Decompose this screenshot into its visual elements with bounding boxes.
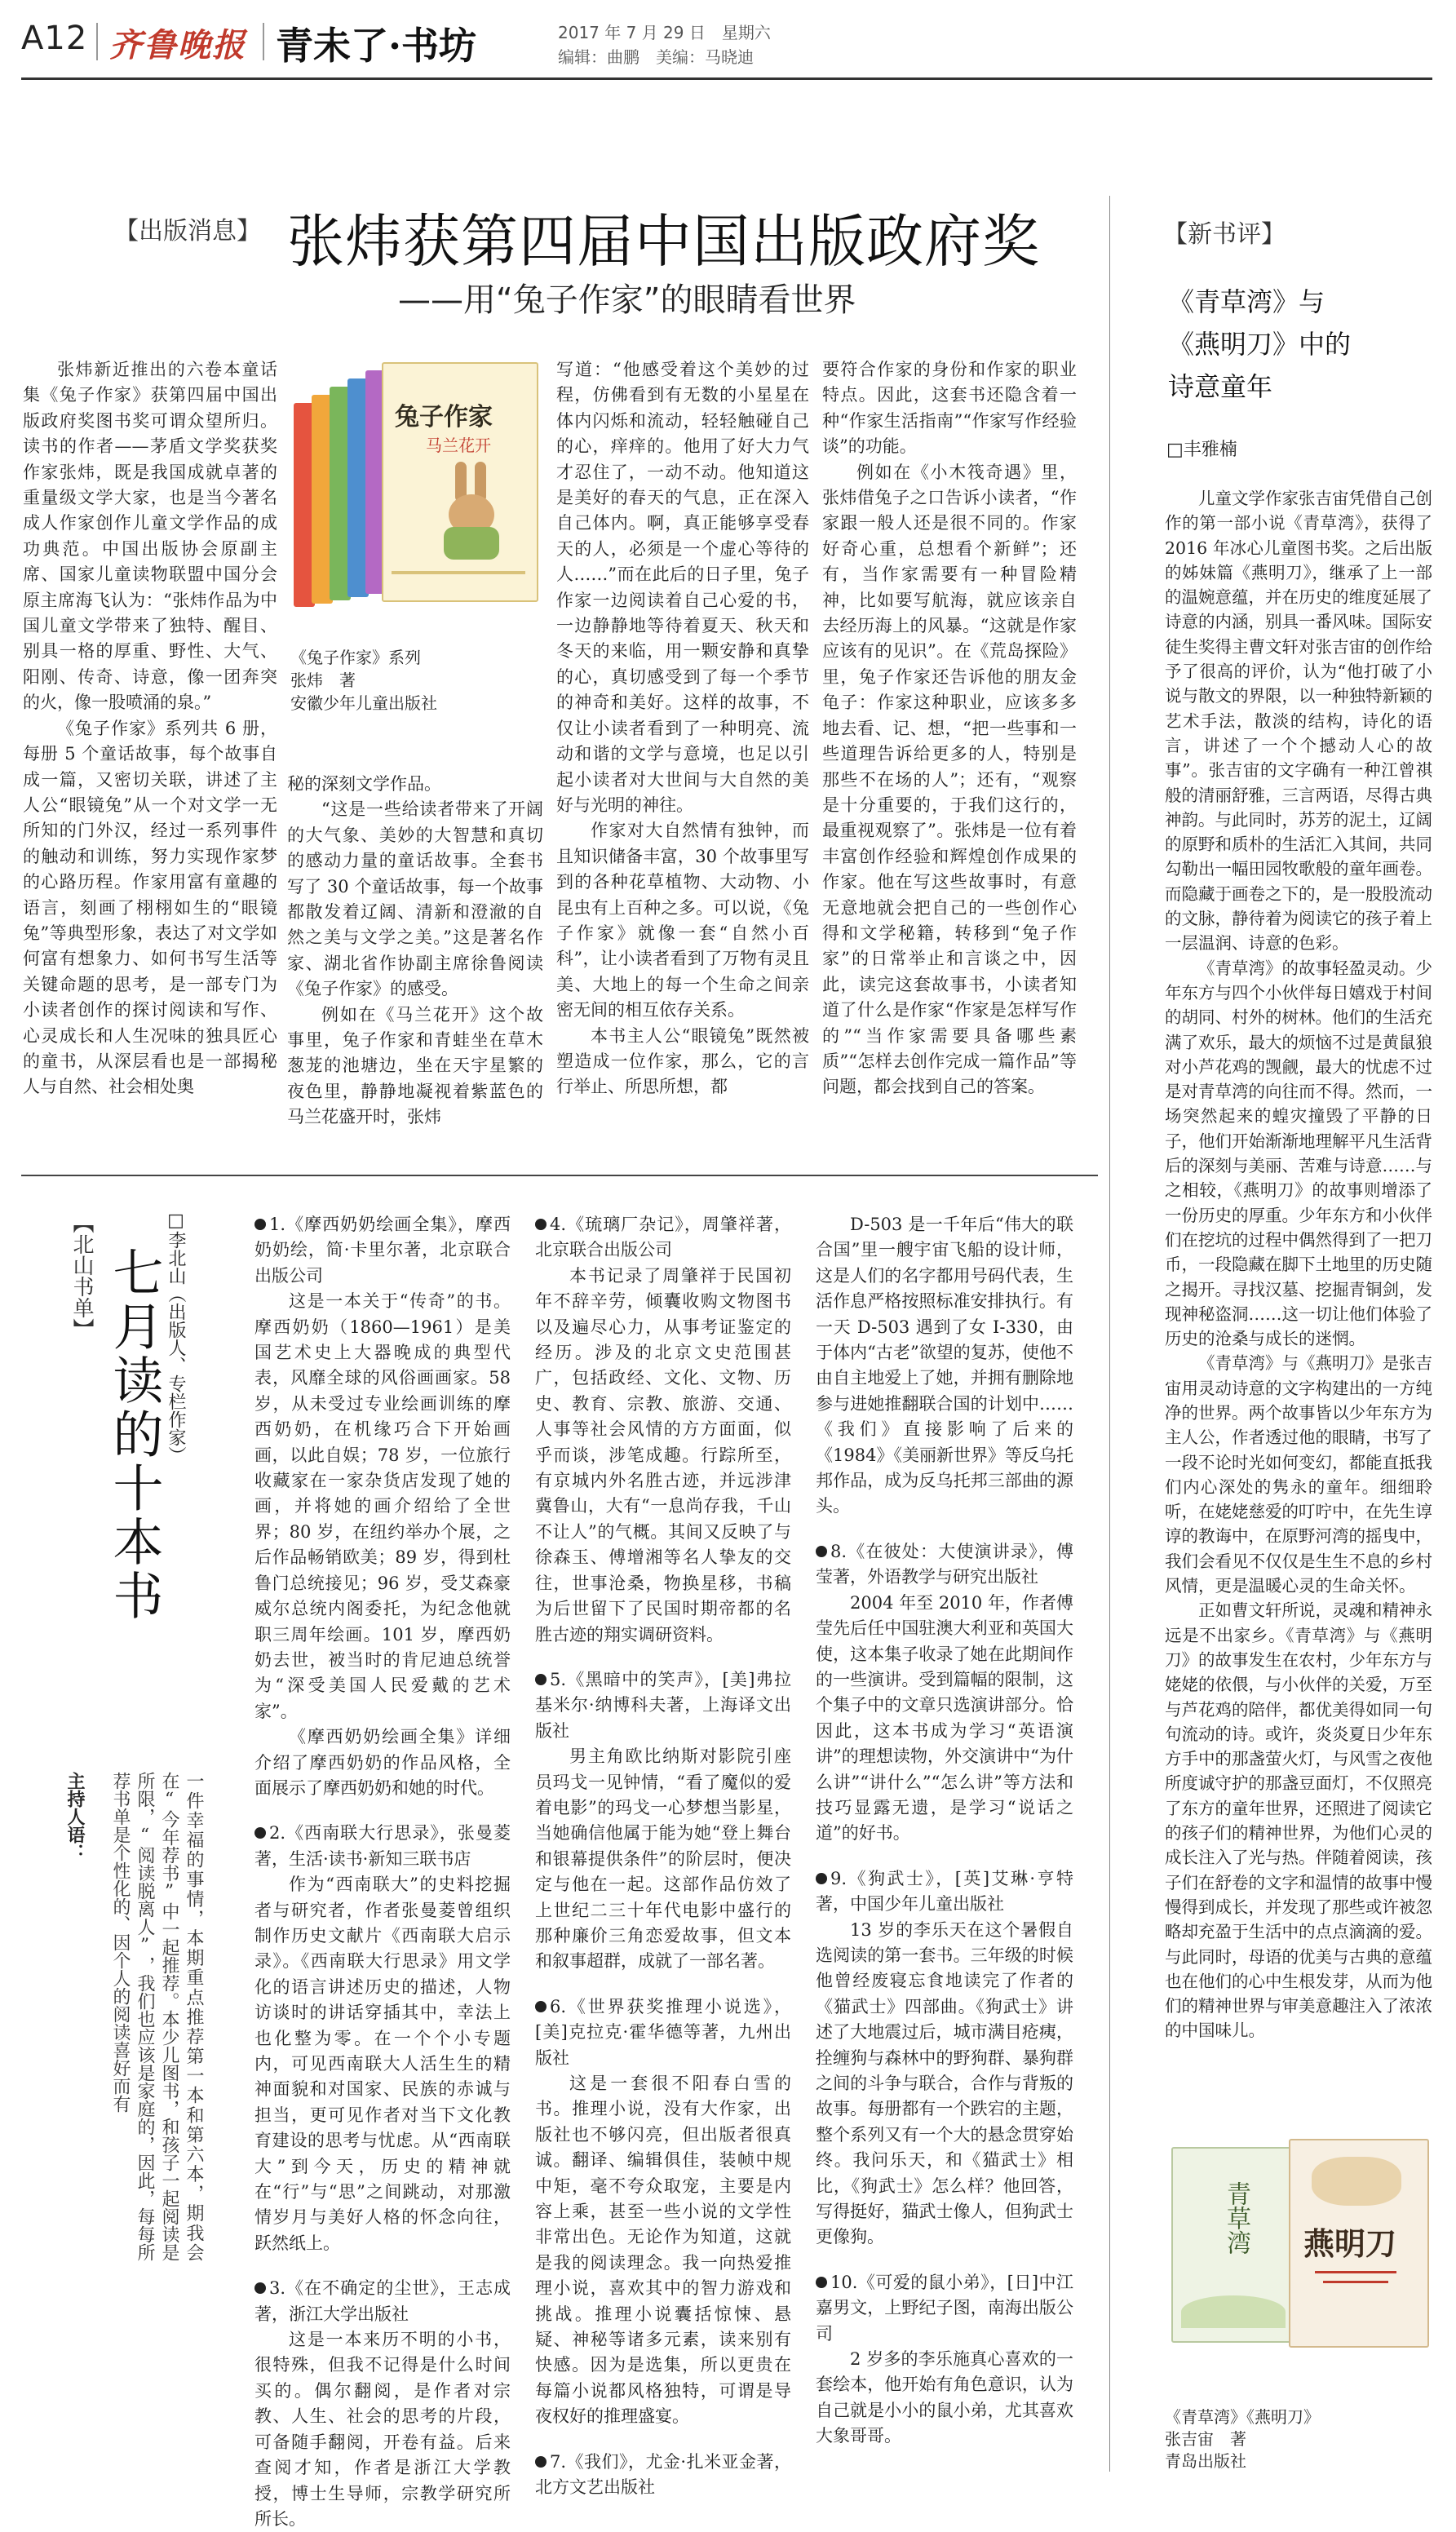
booklist-col-3: D-503 是一千年后“伟大的联合国”里一艘宇宙飞船的设计师，这是人们的名字都用号码代表，生活作息严格按照标准安排执行。有一天 D-503 遇到了女 I-330，由于体内“古老”欲望的复苏，使他不由自主地爱上了她，并拥有删除地参与进她推翻联合国的计划中……《我们》直接影响了后来的《1984》《美丽新世界》等反乌托邦作品，成为反乌托邦三部曲的源头。 8.《在彼处：大使演讲录》，傅莹著，外语教学与研究出版社 2004 年至 2010 年，作者傅莹先后任中国驻澳大利亚和英国大使，这本集子收录了她在此期间作的一些演讲。受到篇幅的限制，这个集子中的文章只选演讲部分。恰因此，这本书成为学习“英语演讲”的理想读物，外交演讲中“为什么讲”“讲什么”“怎么讲”等方法和技巧显露无遗，是学习“说话之道”的好书。 9.《狗武士》，[英]艾琳·亨特著，中国少年儿童出版社 13 岁的李乐天在这个暑假自选阅读的第一套书。三年级的时候他曾经废寝忘食地读完了作者的《猫武士》四部曲。《狗武士》讲述了大地震过后，城市满目疮痍，拴缠狗与森林中的野狗群、暴狗群之间的斗争与联合，合作与背叛的故事。每册都有一个跌宕的主题，整个系列又有一个大的悬念贯穿始终。我问乐天，和《猫武士》相比，《狗武士》怎么样？他回答，写得挺好，猫武士像人，但狗武士更像狗。 10.《可爱的鼠小弟》，[日]中江嘉男文，上野纪子图，南海出版公司 2 岁多的李乐施真心喜欢的一套绘本，他开始有角色意识，认为自己就是小小的鼠小弟，尤其喜欢大象哥哥。	[816, 1215, 1073, 2446]
review-tag: 【新书评】	[1163, 220, 1286, 249]
article-col-1: 张炜新近推出的六卷本童话集《兔子作家》获第四届中国出版政府奖图书奖可谓众望所归。读书的作者——茅盾文学奖获奖作家张炜，既是我国成就卓著的重量级文学大家，也是当今著名成人作家创作儿童文学作品的成功典范。中国出版协会原副主席、国家儿童读物联盟中国分会原主席海飞认为：“张炜作品为中国儿童文学带来了独特、醒目、别具一格的厚重、野性、大气、阳刚、传奇、诗意，像一团奔突的火，像一股喷涌的泉。” 《兔子作家》系列共 6 册，每册 5 个童话故事，每个故事自成一篇，又密切关联，讲述了主人公“眼镜兔”从一个对文学一无所知的门外汉，经过一系列事件的触动和训练，努力实现作家梦的心路历程。作家用富有童趣的语言，刻画了栩栩如生的“眼镜兔”等典型形象，表达了对文学如何富有想象力、如何书写生活等关键命题的思考，是一部专门为小读者创作的探讨阅读和写作、心灵成长和人生况味的独具匠心的童书，从深层看也是一部揭秘人与自然、社会相处奥	[23, 360, 277, 1097]
booklist-tag: 【北山书单】	[69, 1212, 94, 1339]
section-rule	[21, 1175, 1098, 1176]
bullet-icon	[254, 1219, 266, 1230]
bullet-icon	[535, 2001, 547, 2012]
book-cover-yanmingdao	[1289, 2139, 1429, 2348]
article-tag: 【出版消息】	[114, 217, 261, 246]
book-cover-qingcaowan	[1171, 2147, 1297, 2343]
bullet-icon	[816, 1873, 827, 1884]
article-col-3: 写道：“他感受着这个美妙的过程，仿佛看到有无数的小星星在体内闪烁和流动，轻轻触碰自己的心，痒痒的。他用了好大力气才忍住了，一动不动。他知道这是美好的春天的气息，正在深入自己体内。啊，真正能够享受春天的人，必须是一个虚心等待的人……”而在此后的日子里，兔子作家一边阅读着自己心爱的书，一边静静地等待着夏天、秋天和冬天的来临，用一颗安静和真挚的心，真切感受到了每一个季节的神奇和美好。这样的故事，不仅让小读者看到了一种明亮、流动和谐的文学与意境，也足以引起小读者对大世间与大自然的美好与光明的神往。 作家对大自然情有独钟，而且知识储备丰富，30 个故事里写到的各种花草植物、大动物、小昆虫有上百种之多。可以说，《兔子作家》就像一套“自然小百科”，让小读者看到了万物有灵且美、大地上的每一个生命之间亲密无间的相互依存关系。 本书主人公“眼镜兔”既然被塑造成一位作家，那么，它的言行举止、所思所想，都	[556, 360, 809, 1097]
header-divider	[263, 23, 264, 60]
article-title: 张炜获第四届中国出版政府奖	[287, 208, 1040, 275]
book-title-qingcaowan: 青草湾	[1222, 2181, 1250, 2255]
booklist-title: 七月读的十本书	[104, 1246, 164, 1623]
review-title: 《青草湾》与 《燕明刀》中的 诗意童年	[1168, 286, 1352, 402]
newspaper-logo: 齐鲁晚报	[109, 26, 246, 64]
bullet-icon	[535, 1674, 547, 1685]
editor-line: 编辑：曲鹏 美编：马晓迪	[558, 47, 754, 67]
book-cover-subtitle: 马兰花开	[426, 436, 491, 455]
review-books-caption: 《青草湾》《燕明刀》 张吉宙 著 青岛出版社	[1165, 2407, 1320, 2471]
bullet-icon	[535, 2456, 547, 2468]
booklist-author: □李北山（出版人、专栏作家）	[166, 1211, 186, 1464]
bullet-icon	[254, 2282, 266, 2294]
host-note: 一件幸福的事情，本期重点推荐第一本和第六本，期我会在“今年荐书”中一起推荐。本少儿图书，和孩子一起阅读是所限，“阅读脱离人”，我们也应该是家庭的，因此，每每所荐书单是个性化的、因个人的阅读喜好而有	[110, 1772, 204, 2261]
article-col-2: 秘的深刻文学作品。 “这是一些给读者带来了开阔的大气象、美妙的大智慧和真切的感动力量的童话故事。全套书写了 30 个童话故事，每一个故事都散发着辽阔、清新和澄澈的自然之美与文学之美。”这是著名作家、湖北省作协副主席徐鲁阅读《兔子作家》的感受。 例如在《马兰花开》这个故事里，兔子作家和青蛙坐在草木葱茏的池塘边，坐在天宇星繁的夜色里，静静地凝视着紫蓝色的马兰花盛开时，张炜	[287, 774, 543, 1127]
host-label: 主持人语：	[64, 1772, 85, 1861]
book-cover-title: 兔子作家	[395, 403, 493, 432]
book-title-yanmingdao: 燕明刀	[1303, 2225, 1397, 2262]
book-series-image	[287, 357, 543, 618]
article-col-4: 要符合作家的身份和作家的职业特点。因此，这套书还隐含着一种“作家生活指南”“作家写作经验谈”的功能。 例如在《小木筏奇遇》里，张炜借兔子之口告诉小读者，“作家跟一般人还是很不同的。作家好奇心重，总想看个新鲜”；还有，当作家需要有一种冒险精神，比如要写航海，就应该亲自去经历海上的风暴。“这就是作家应该有的见识”。在《荒岛探险》里，兔子作家还告诉他的朋友金龟子：作家这种职业，应该多多地去看、记、想，“把一些事和一些道理告诉给更多的人，特别是那些不在场的人”；还有，“观察是十分重要的，于我们这行的，最重视观察了”。张炜是一位有着丰富创作经验和辉煌创作成果的作家。他在写这些故事时，有意无意地就会把自己的一些创作心得和文学秘籍，转移到“兔子作家”的日常举止和言谈之中，因此，读完这套故事书，小读者知道了什么是作家“作家是怎样写作的”“当作家需要具备哪些素质”“怎样去创作完成一篇作品”等问题，都会找到自己的答案。	[822, 360, 1077, 1097]
review-books-image	[1165, 2136, 1434, 2354]
rabbit-illustration	[436, 462, 509, 560]
review-body: 儿童文学作家张吉宙凭借自己创作的第一部小说《青草湾》，获得了 2016 年冰心儿童图书奖。之后出版的姊妹篇《燕明刀》，继承了上一部的温婉意蕴，并在历史的维度延展了诗意的内涵，别具一番风味。国际安徒生奖得主曹文轩对张吉宙的创作给予了很高的评价，认为“他打破了小说与散文的界限，以一种独特新颖的艺术手法，散淡的结构，诗化的语言，讲述了一个个撼动人心的故事”。张吉宙的文字确有一种江曾祺般的清丽舒雅，三言两语，尽得古典神韵。与此同时，苏芳的泥土，辽阔的原野和质朴的生活汇入其间，共同勾勒出一幅田园牧歌般的童年画卷。而隐藏于画卷之下的，是一股股流动的文脉，静待着为阅读它的孩子着上一层温润、诗意的色彩。 《青草湾》的故事轻盈灵动。少年东方与四个小伙伴每日嬉戏于村间的胡同、村外的树林。他们的生活充满了欢乐，最大的烦恼不过是黄鼠狼对小芦花鸡的觊觎，最大的忧虑不过是对青草湾的向往而不得。然而，一场突然起来的蝗灾撞毁了平静的日子，他们开始渐渐地理解平凡生活背后的深刻与美丽、苦难与诗意……与之相较，《燕明刀》的故事则增添了一份历史的厚重。少年东方和小伙伴们在挖坑的过程中偶然得到了一把刀币，一段隐藏在脚下土地里的历史随之揭开。寻找汉墓、挖掘青铜剑，发现神秘盗洞……这一切让他们体验了历史的沧桑与成长的迷惘。 《青草湾》与《燕明刀》是张吉宙用灵动诗意的文字构建出的一方纯净的世界。两个故事皆以少年东方为主人公，作者透过他的眼睛，书写了一段不论时光如何变幻，都能直抵我们内心深处的隽永的童年。细细聆听，在姥姥慈爱的叮咛中，在先生谆谆的教诲中，在原野河湾的摇曳中，我们会看见不仅仅是生生不息的乡村风情，更是温暖心灵的生命关怀。 正如曹文轩所说，灵魂和精神永远是不出家乡。《青草湾》与《燕明刀》的故事发生在农村，少年东方与姥姥的依偎，与小伙伴的关爱，万至与芦花鸡的陪伴，都优美得如同一句句流动的诗。或许，炎炎夏日少年东方手中的那盏萤火灯，与风雪之夜他所度诚守护的那盏豆面灯，不仅照亮了东方的童年世界，还照进了阅读它的孩子们的精神世界，为他们心灵的成长注入了光与热。伴随着阅读，孩子们在舒卷的文字和温情的故事中慢慢得到成长，并发现了那些或许被忽略却充盈于生活中的点点滴滴的爱。与此同时，母语的优美与古典的意蕴也在他们的心中生根发芽，从而为他们的精神世界与审美意趣注入了浓浓的中国味儿。	[1165, 489, 1432, 2041]
review-author: □丰雅楠	[1166, 440, 1237, 460]
bullet-icon	[254, 1827, 266, 1839]
booklist-col-2: 4.《琉璃厂杂记》，周肇祥著，北京联合出版公司 本书记录了周肇祥于民国初年不辞辛劳，倾囊收购文物图书以及遍尽心力，从事考证鉴定的经历。涉及的北京文史范围甚广，包括政经、文化、文物、历史、教育、宗教、旅游、交通、人事等社会风情的方方面面，似乎而谈，涉笔成趣。行踪所至，有京城内外名胜古迹，并远涉津冀鲁山，大有“一息尚存我，千山不让人”的气概。其间又反映了与徐森玉、傅增湘等名人挚友的交往，世事沧桑，物换星移，书稿为后世留下了民国时期帝都的名胜古迹的翔实调研资料。 5.《黑暗中的笑声》，[美]弗拉基米尔·纳博科夫著，上海译文出版社 男主角欧比纳斯对影院引座员玛戈一见钟情，“看了魔似的爱着电影”的玛戈一心梦想当影星，当她确信他属于能为她“登上舞台和银幕提供条件”的阶层时，便决定与他在一起。这部作品仿效了上世纪二三十年代电影中盛行的那种廉价三角恋爱故事，但文本和叙事超群，成就了一部名著。 6.《世界获奖推理小说选》，[美]克拉克·霍华德等著，九州出版社 这是一套很不阳春白雪的书。推理小说，没有大作家，出版社也不够闪亮，但出版者很真诚。翻译、编辑俱佳，装帧中规中矩，毫不夸众取宠，主要是内容上乘，甚至一些小说的文学性非常出色。无论作为知道，这就是我的阅读理念。我一向热爱推理小说，喜欢其中的智力游戏和挑战。推理小说囊括惊悚、悬疑、神秘等诸多元素，读来别有快感。因为是选集，所以更贵在每篇小说都风格独特，可谓是导夜权好的推理盛宴。 7.《我们》，尤金·扎米亚金著，北方文艺出版社	[535, 1215, 791, 2498]
bullet-icon	[816, 2277, 827, 2288]
issue-date: 2017 年 7 月 29 日 星期六	[558, 23, 771, 42]
section-title: 青未了·书坊	[276, 24, 477, 68]
article-subtitle: ——用“兔子作家”的眼睛看世界	[398, 281, 856, 319]
header-divider	[96, 23, 98, 60]
header-rule	[21, 77, 1432, 80]
book-cover	[382, 362, 538, 602]
bullet-icon	[535, 1219, 547, 1230]
bullet-icon	[816, 1546, 827, 1557]
page-header	[21, 15, 1432, 69]
book-caption: 《兔子作家》系列 张炜 著 安徽少年儿童出版社	[290, 648, 437, 713]
page-number: A12	[21, 20, 88, 57]
booklist-col-1: 1.《摩西奶奶绘画全集》，摩西奶奶绘，简·卡里尔著，北京联合出版公司 这是一本关于“传奇”的书。摩西奶奶（1860—1961）是美国艺术史上大器晚成的典型代表，风靡全球的风俗画画家。58 岁，从未受过专业绘画训练的摩西奶奶，在机缘巧合下开始画画，以此自娱；78 岁，一位旅行收藏家在一家杂货店发现了她的画，并将她的画介绍给了全世界；80 岁，在纽约举办个展，之后作品畅销欧美；89 岁，得到杜鲁门总统接见；96 岁，受艾森豪威尔总统内阁委托，为纪念他就职三周年绘画。101 岁，摩西奶奶去世，被当时的肯尼迪总统誉为“深受美国人民爱戴的艺术家”。 《摩西奶奶绘画全集》详细介绍了摩西奶奶的作品风格，全面展示了摩西奶奶和她的时代。 2.《西南联大行思录》，张曼菱著，生活·读书·新知三联书店 作为“西南联大”的史料挖掘者与研究者，作者张曼菱曾组织制作历史文献片《西南联大启示录》。《西南联大行思录》用文学化的语言讲述历史的描述，人物访谈时的讲话穿插其中，幸法上也化整为零。在一个个小专题内，可见西南联大人活生生的精神面貌和对国家、民族的赤诚与担当，更可见作者对当下文化教育建设的思考与忧虑。从“西南联大”到今天，历史的精神就在“行”与“思”之间跳动，对那激情岁月与美好人格的怀念向往，跃然纸上。 3.《在不确定的尘世》，王志成著，浙江大学出版社 这是一本来历不明的小书，很特殊，但我不记得是什么时间买的。偶尔翻阅，是作者对宗教、人生、社会的思考的片段，可备随手翻阅，开卷有益。后来查阅才知，作者是浙江大学教授，博士生导师，宗教学研究所所长。	[254, 1215, 511, 2529]
column-divider	[1109, 196, 1110, 2472]
